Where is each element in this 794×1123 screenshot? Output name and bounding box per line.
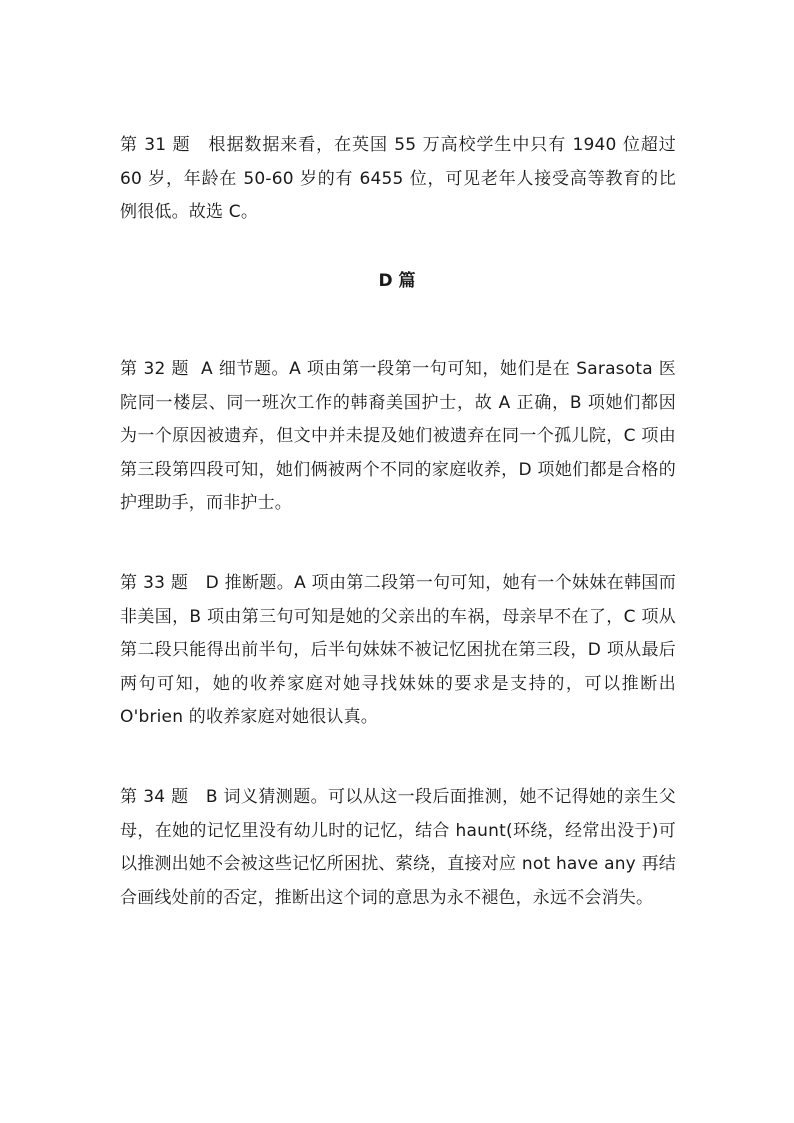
question-31-explanation: 第 31 题 根据数据来看，在英国 55 万高校学生中只有 1940 位超过 60 岁，年龄在 50-60 岁的有 6455 位，可见老年人接受高等教育的比例很低。故选 C。 [120,135,682,222]
question-33-explanation: 第 33 题 D 推断题。A 项由第二段第一句可知，她有一个妹妹在韩国而非美国，B 项由第三句可知是她的父亲出的车祸，母亲早不在了，C 项从第二段只能得出前半句，后半句妹妹不被记忆困扰在第三段，D 项从最后两句可知，她的收养家庭对她寻找妹妹的要求是支持的，可以推断出 O'brien 的收养家庭对她很认真。 [120,573,682,727]
question-34-explanation: 第 34 题 B 词义猜测题。可以从这一段后面推测，她不记得她的亲生父母，在她的记忆里没有幼儿时的记忆，结合 haunt(环绕，经常出没于)可以推测出她不会被这些记忆所困扰、萦绕，直接对应 not have any 再结合画线处前的否定，推断出这个词的意思为永不褪色，永远不会消失。 [120,787,676,908]
question-32-explanation: 第 32 题 A 细节题。A 项由第一段第一句可知，她们是在 Sarasota 医院同一楼层、同一班次工作的韩裔美国护士，故 A 正确，B 项她们都因为一个原因被遗弃，但文中并未提及她们被遗弃在同一个孤儿院，C 项由第三段第四段可知，她们俩被两个不同的家庭收养，D 项她们都是合格的护理助手，而非护士。 [120,359,676,513]
section-d-heading: D 篇 [378,271,416,291]
